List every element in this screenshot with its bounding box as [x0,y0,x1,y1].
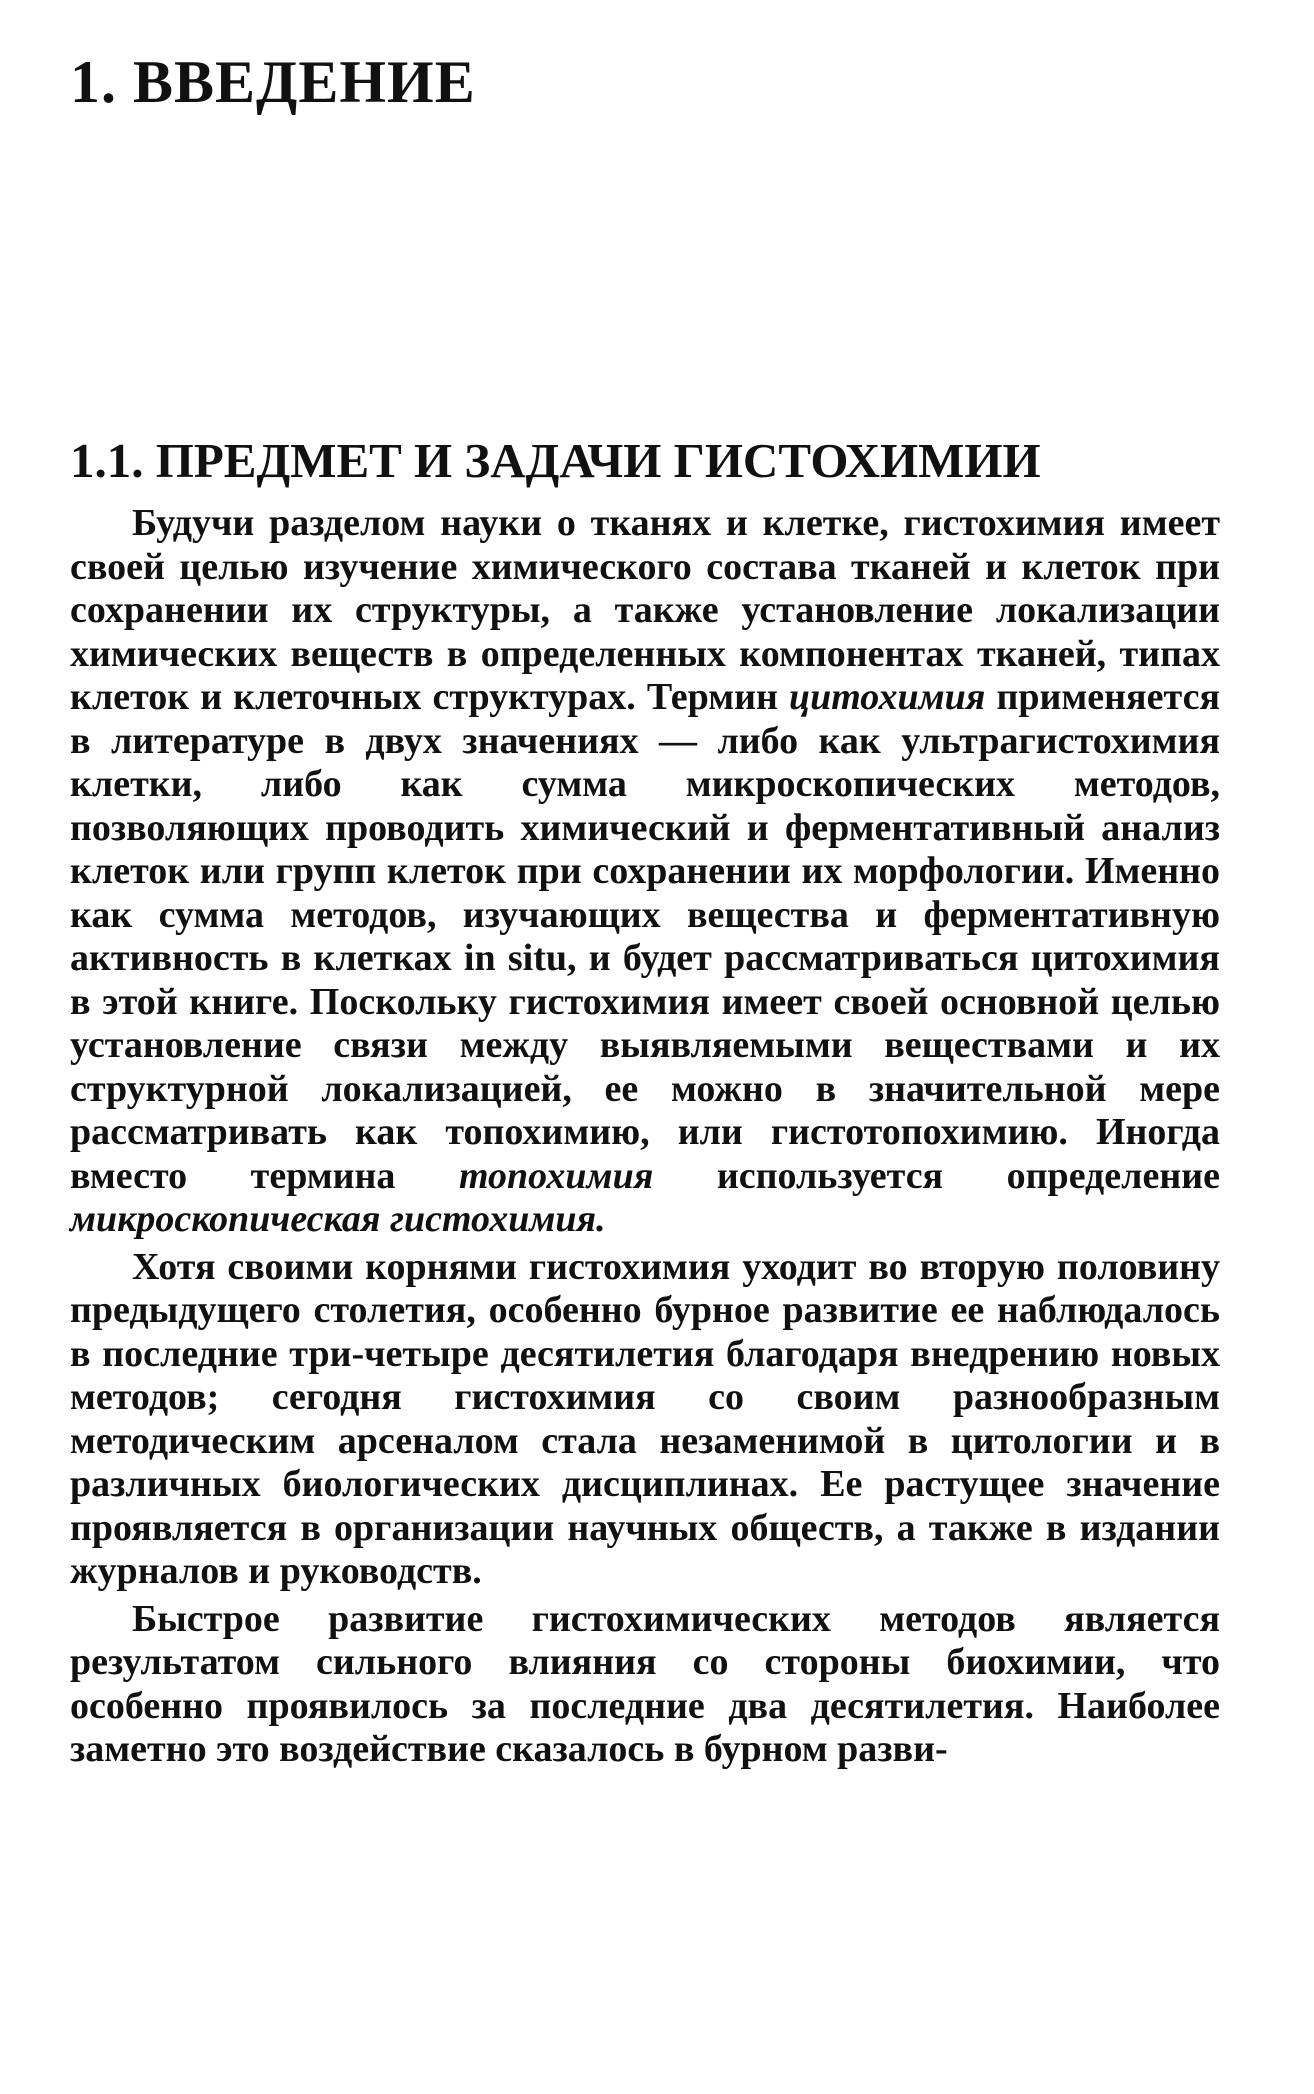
chapter-title: 1. ВВЕДЕНИЕ [70,49,476,115]
section-title: 1.1. ПРЕДМЕТ И ЗАДАЧИ ГИСТОХИМИИ [70,433,1041,488]
paragraph-3: Быстрое развитие гистохимических методов является результатом сильного влияния со стороны биохимии, что особенно проявилось за последние два десятилетия. Наиболее заметно это воздействие сказалось в бурном разви- [70,1597,1220,1770]
paragraph-2: Хотя своими корнями гистохимия уходит во вторую половину предыдущего столетия, особенно бурное развитие ее наблюдалось в последние три-четыре десятилетия благодаря внедрению новых методов; сегодня гистохимия со своим разнообразным методическим арсеналом стала незаменимой в цитологии и в различных биологических дисциплинах. Ее растущее значение проявляется в организации научных обществ, а также в издании журналов и руководств. [70,1245,1220,1592]
paragraph-1-part-b: применяется в литературе в двух значениях — либо как ультрагистохимия клетки, либо как сумма микроскопических методов, позволяющих проводить химический и ферментативный анализ клеток или групп клеток при сохранении их морфологии. Именно как сумма методов, изучающих вещества и ферментативную активность в клетках in situ, и будет рассматриваться цитохимия в этой книге. Поскольку гистохимия имеет своей основной целью установление связи между выявляемыми веществами и их структурной локализацией, ее можно в значительной мере рассматривать как топохимию, или гистотопохимию. Иногда вместо термина [70,676,1221,1197]
paragraph-1 [70,502,1220,1242]
term-topochemistry: топохимия [458,1154,654,1197]
term-cytochemistry: цитохимия [788,676,986,718]
paragraph-1-part-a: Будучи разделом науки о тканях и клетке, гистохимия имеет своей целью изучение химического состава тканей и клеток при сохранении их структуры, а также установление локализации химических веществ в определенных компонентах тканей, типах клеток и клеточных структурах. Термин [70,502,1220,718]
paragraph-1-part-c: используется определение [653,1154,1220,1197]
body-text [70,502,1220,1772]
term-microscopic-histochemistry: микроскопическая гистохимия. [70,1198,606,1240]
